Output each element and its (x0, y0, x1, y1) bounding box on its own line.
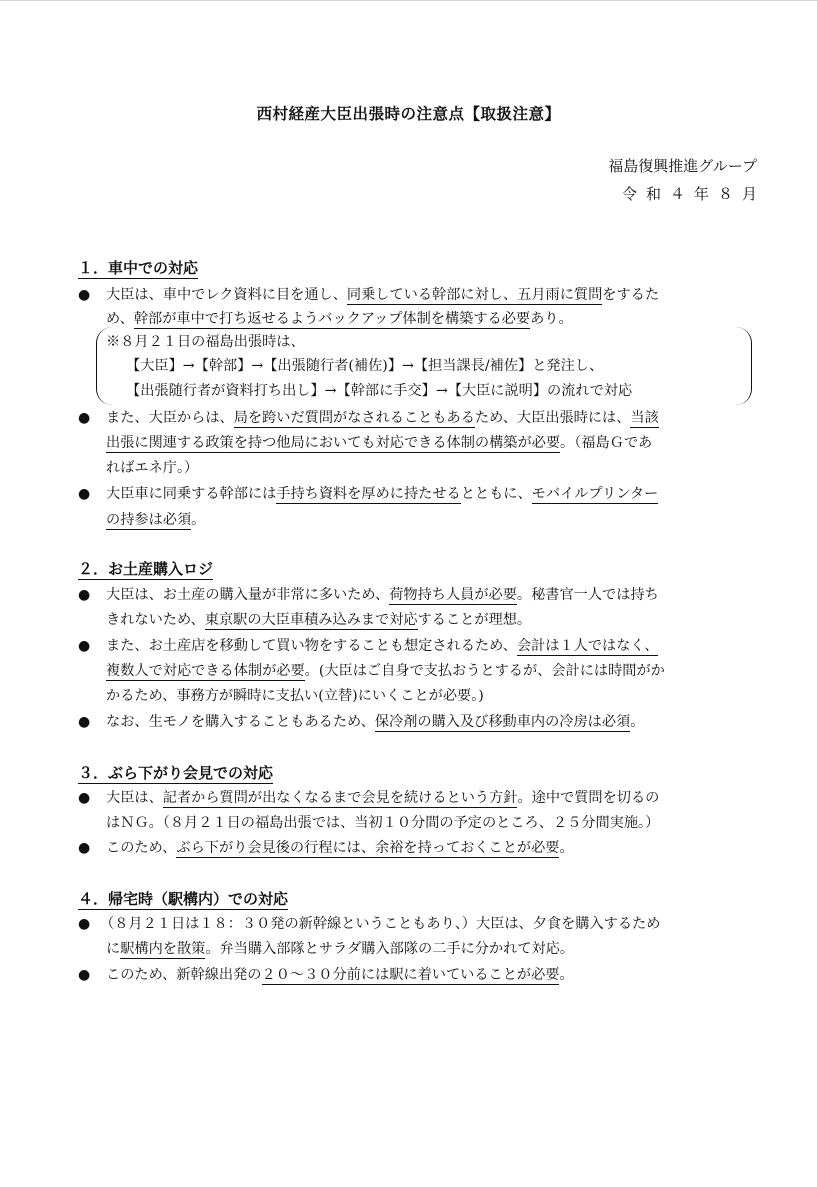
document-date: 令和４年８月 (621, 185, 766, 203)
bullet-marker: ● (78, 916, 91, 932)
note-line-1: ※８月２１日の福島出張時は、 (106, 334, 305, 350)
section-1-bullet-1-line-2: め、幹部が車中で打ち返せるようバックアップ体制を構築する必要あり。 (106, 311, 573, 327)
section-2-bullet-2-line-3: かるため、事務方が瞬時に支払い(立替)にいくことが必要。) (106, 688, 484, 704)
bullet-marker: ● (78, 486, 91, 502)
section-3-bullet-1-line-1: 大臣は、記者から質問が出なくなるまで会見を続けるという方針。途中で質問を切るの (106, 790, 660, 806)
section-2-bullet-1-line-1: 大臣は、お土産の購入量が非常に多いため、荷物持ち人員が必要。秘書官一人では持ち (106, 587, 659, 603)
bullet-marker: ● (78, 638, 91, 654)
section-3-bullet-1-line-2: はＮＧ。（８月２１日の福島出張では、当初１０分間の予定のところ、２５分間実施。） (106, 815, 660, 831)
bullet-marker: ● (78, 967, 91, 983)
section-1-heading: １．車中での対応 (78, 259, 199, 277)
section-3-bullet-2-line-1: このため、ぶら下がり会見後の行程には、余裕を持っておくことが必要。 (106, 840, 574, 856)
bullet-marker: ● (78, 410, 91, 426)
section-4-heading: ４．帰宅時（駅構内）での対応 (78, 890, 289, 908)
section-3-heading: ３．ぶら下がり会見での対応 (78, 764, 274, 782)
note-line-2: 【大臣】→【幹部】→【出張随行者(補佐)】→【担当課長/補佐】と発注し、 (126, 358, 604, 374)
section-1-bullet-2-line-3: ればエネ庁。） (106, 460, 199, 476)
bullet-marker: ● (78, 287, 91, 303)
bullet-marker: ● (78, 587, 91, 603)
section-1-bullet-3-line-2: の持参は必須。 (106, 512, 206, 528)
bullet-marker: ● (78, 840, 91, 856)
section-1-bullet-3-line-1: 大臣車に同乗する幹部には手持ち資料を厚めに持たせるとともに、モバイルプリンター (106, 486, 659, 502)
note-line-3: 【出張随行者が資料打ち出し】→【幹部に手交】→【大臣に説明】の流れで対応 (126, 383, 633, 399)
section-4-bullet-1-line-2: に駅構内を散策。弁当購入部隊とサラダ購入部隊の二手に分かれて対応。 (106, 941, 575, 957)
section-2-bullet-2-line-1: また、お土産店を移動して買い物をすることも想定されるため、会計は１人ではなく、 (106, 638, 659, 654)
section-1-bullet-1-line-1: 大臣は、車中でレク資料に目を通し、同乗している幹部に対し、五月雨に質問をするた (106, 287, 660, 303)
section-2-bullet-1-line-2: きれないため、東京駅の大臣車積み込みまで対応することが理想。 (106, 612, 532, 628)
organization-name: 福島復興推進グループ (608, 157, 757, 175)
section-2-bullet-3-line-1: なお、生モノを購入することもあるため、保冷剤の購入及び移動車内の冷房は必須。 (106, 714, 645, 730)
section-4-bullet-1-line-1: （８月２１日は１８：３０発の新幹線ということもあり、）大臣は、夕食を購入するため (100, 916, 661, 932)
section-1-bullet-2-line-2: 出張に関連する政策を持つ他局においても対応できる体制の構築が必要。（福島Ｇであ (106, 435, 653, 451)
section-2-bullet-2-line-2: 複数人で対応できる体制が必要。(大臣はご自身で支払おうとするが、会計には時間がか (106, 663, 665, 679)
section-2-heading: ２．お土産購入ロジ (78, 560, 214, 578)
section-1-bullet-2-line-1: また、大臣からは、局を跨いだ質問がなされることもあるため、大臣出張時には、当該 (106, 410, 659, 426)
bullet-marker: ● (78, 714, 91, 730)
section-4-bullet-2-line-1: このため、新幹線出発の２０～３０分前には駅に着いていることが必要。 (106, 967, 574, 983)
bullet-marker: ● (78, 790, 91, 806)
document-title: 西村経産大臣出張時の注意点【取扱注意】 (256, 105, 561, 123)
